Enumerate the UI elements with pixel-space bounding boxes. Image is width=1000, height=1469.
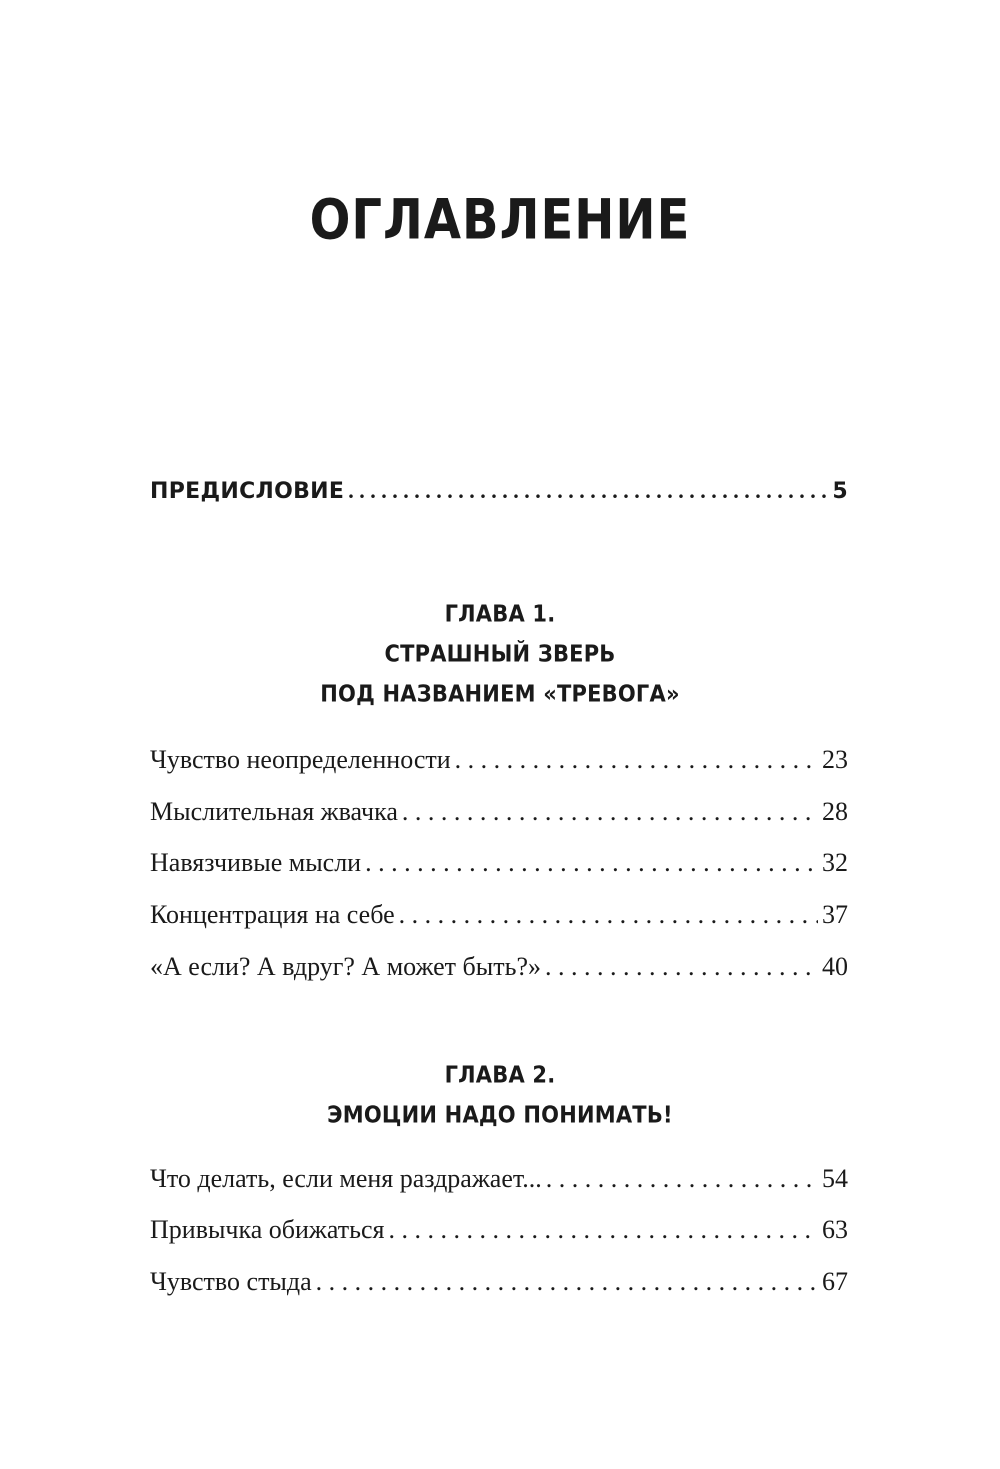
toc-entry-label: Мыслительная жвачка: [150, 797, 398, 826]
dot-leader: [546, 1164, 818, 1194]
chapter-heading-line: ГЛАВА 2.: [444, 1061, 556, 1089]
toc-entry-label: «А если? А вдруг? А может быть?»: [150, 952, 541, 981]
toc-entry-page: 23: [822, 745, 848, 774]
toc-entry-label: Чувство стыда: [150, 1267, 312, 1296]
toc-entry[interactable]: [150, 952, 848, 982]
toc-entry-page: 63: [822, 1215, 848, 1244]
toc-entry[interactable]: [150, 1164, 848, 1194]
page-title: ОГЛАВЛЕНИЕ: [309, 187, 691, 253]
dot-leader: [388, 1215, 818, 1245]
chapter-heading-line: ГЛАВА 1.: [444, 600, 556, 628]
toc-entry[interactable]: [150, 745, 848, 775]
chapter-heading-line: СТРАШНЫЙ ЗВЕРЬ: [384, 640, 616, 668]
toc-entry-page: 32: [822, 848, 848, 877]
toc-entry-label: Концентрация на себе: [150, 900, 395, 929]
toc-entry[interactable]: [150, 900, 848, 930]
chapter-1-heading: [0, 594, 1000, 714]
toc-entry-page: 40: [822, 952, 848, 981]
toc-entry-label: Привычка обижаться: [150, 1215, 385, 1244]
toc-entry-preface[interactable]: [150, 478, 848, 504]
toc-entry-page: 54: [822, 1164, 848, 1193]
dot-leader: [545, 952, 818, 982]
toc-entry-label: Чувство неопределенности: [150, 745, 451, 774]
toc-entry-page: 67: [822, 1267, 848, 1296]
chapter-heading-line: ПОД НАЗВАНИЕМ «ТРЕВОГА»: [320, 680, 680, 708]
toc-entry[interactable]: [150, 1215, 848, 1245]
dot-leader: [365, 848, 818, 878]
toc-entry[interactable]: [150, 848, 848, 878]
toc-entry[interactable]: [150, 797, 848, 827]
toc-entry-label: Что делать, если меня раздражает...: [150, 1164, 542, 1193]
toc-entry-page: 37: [822, 900, 848, 929]
toc-entry[interactable]: [150, 1267, 848, 1297]
dot-leader: [348, 478, 828, 504]
toc-entry-label: ПРЕДИСЛОВИЕ: [150, 479, 345, 504]
chapter-2-heading: [0, 1055, 1000, 1135]
toc-entry-page: 28: [822, 797, 848, 826]
dot-leader: [316, 1267, 818, 1297]
toc-entry-label: Навязчивые мысли: [150, 848, 362, 877]
chapter-heading-line: ЭМОЦИИ НАДО ПОНИМАТЬ!: [327, 1101, 673, 1129]
toc-entry-page: 5: [832, 479, 848, 504]
dot-leader: [399, 900, 818, 930]
dot-leader: [455, 745, 818, 775]
dot-leader: [402, 797, 818, 827]
